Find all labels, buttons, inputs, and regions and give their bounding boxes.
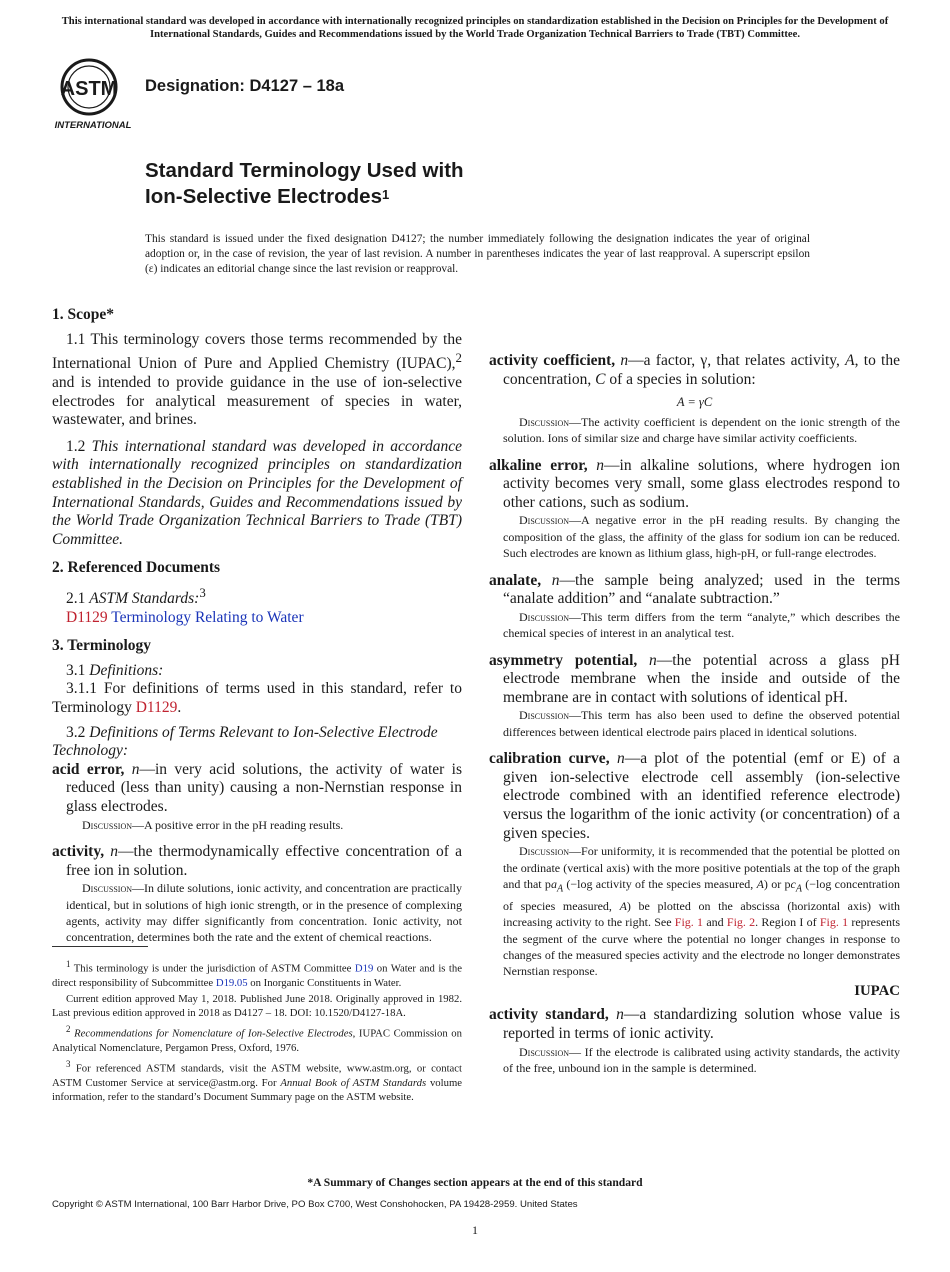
terminology-3-2-text: Definitions of Terms Relevant to Ion-Selective Electrode Technology: (52, 723, 438, 760)
discussion-activity-text: —In dilute solutions, ionic activity, and concentration are practically identical, but in solutions of high ionic strength, or in the presence of complexing agents, activity may differ significantly from concentration. Ionic activity, not concentration, determines both the rate and the extent of chemical reactions. (66, 881, 462, 945)
terminology-3-1-1-text: 3.1.1 For definitions of terms used in this standard, refer to Terminology (52, 680, 462, 716)
footnote-3-text: For referenced ASTM standards, visit the ASTM website, www.astm.org, or contact ASTM Customer Service at service@astm.org. For (52, 1062, 462, 1090)
scope-1-1-text: 1.1 This terminology covers those terms recommended by the International Union of Pure and Applied Chemistry (IUPAC), (52, 330, 462, 373)
discussion-calibration-text-g: represents the segment of the curve where the potential no longer changes in response to changes of the measured species activity and the electrode no longer demonstrates Nernstian response. (503, 915, 900, 979)
scope-1-2-num: 1.2 (66, 437, 92, 455)
discussion-activity-standard (489, 1044, 900, 1077)
link-d1129-title[interactable]: Terminology Relating to Water (107, 608, 304, 626)
term-calibration-curve (489, 750, 900, 843)
footnote-1 (52, 957, 462, 990)
symbol-sub-a: A (556, 883, 564, 895)
term-alkaline-error (489, 457, 900, 513)
symbol-a1: A (756, 876, 764, 891)
footnote-3-text-b: volume information, refer to the standard’s Document Summary page on the ASTM website. (52, 1077, 462, 1104)
designation: Designation: D4127 – 18a (145, 77, 344, 95)
discussion-activity-coefficient (489, 414, 900, 447)
term-activity-standard-def: —a standardizing solution whose value is reported in terms of ionic activity. (503, 1006, 901, 1042)
standards-notice: This international standard was developed in accordance with internationally recognized principles on standardization established in the Decision on Principles for the Development of International Standards, Guides and Recommendations issued by the World Trade Organization Technical Barriers to Trade (TBT) Committee. (61, 16, 889, 40)
title-footnote-ref[interactable]: 1 (381, 187, 390, 202)
terminology-3-2-num: 3.2 (66, 723, 90, 741)
term-acid-error-pos: n (131, 760, 140, 778)
term-activity-pos: n (110, 842, 119, 860)
symbol-a: A (845, 352, 855, 369)
title-line-1: Standard Terminology Used with (145, 159, 464, 182)
discussion-analate (489, 609, 900, 642)
footnote-divider (52, 946, 148, 947)
term-calibration-curve-def: —a plot of the potential (emf or E) of a given ion-selective electrode cell assembly (ion-selective electrode combined with an identified reference electrode) versus the logarithm of the ionic activity (or concentration) of a given species. (503, 750, 901, 842)
scope-1-1 (52, 331, 462, 430)
discussion-calibration-text-d: (−log concentration of species measured, (503, 876, 900, 913)
term-analate-def: —the sample being analyzed; used in the terms “analate addition” and “analate subtraction.” (503, 571, 901, 608)
symbol-c: C (595, 370, 606, 388)
discussion-label: Discussion (82, 817, 133, 832)
page-title (145, 158, 464, 210)
footnote-ref-3[interactable]: 3 (199, 584, 206, 600)
footnote-3-mark: 3 (66, 1059, 71, 1070)
term-calibration-curve-label: calibration curve, (489, 750, 610, 768)
term-asymmetry-potential-pos: n (649, 651, 657, 669)
referenced-2-1-num: 2.1 (66, 590, 90, 608)
footnote-3-italic: Annual Book of ASTM Standards (280, 1077, 427, 1090)
discussion-calibration-text-e: ) be plotted on the abscissa (horizontal axis) with increasing activity to the right. See (503, 898, 900, 930)
copyright: Copyright © ASTM International, 100 Barr Harbor Drive, PO Box C700, West Conshohocken, PA 19428-2959. United States (52, 1199, 578, 1210)
term-analate (489, 572, 900, 609)
discussion-acid-error (52, 817, 462, 833)
footnote-3 (52, 1057, 462, 1104)
scope-1-2 (52, 438, 462, 550)
discussion-asymmetry-potential (489, 707, 900, 740)
term-analate-label: analate, (489, 571, 542, 589)
term-activity-def: —the thermodynamically effective concentration of a free ion in solution. (66, 842, 462, 879)
link-fig-2[interactable]: Fig. 2 (726, 915, 756, 930)
scope-1-2-text: This international standard was developed in accordance with internationally recognized principles on standardization established in the Decision on Principles for the Development of International Standards, Guides and Recommendations issued by the World Trade Organization Technical Barriers to Trade (TBT) Committee. (52, 437, 462, 548)
discussion-label: Discussion (519, 708, 570, 723)
term-activity-coefficient-label: activity coefficient, (489, 352, 616, 369)
discussion-label: Discussion (82, 881, 133, 896)
discussion-activity-coefficient-text: —The activity coefficient is dependent on the ionic strength of the solution. Ions of similar size and charge have similar activity coefficients. (503, 414, 900, 446)
equation-activity: A = γC (676, 395, 713, 410)
footnote-1-edition: Current edition approved May 1, 2018. Published June 2018. Originally approved in 1982. Last previous edition approved in 2018 as D4127 – 18. DOI: 10.1520/D4127-18A. (52, 992, 462, 1020)
term-activity-standard (489, 1006, 900, 1043)
term-activity-coefficient-def-b: , to the concentration, (503, 352, 900, 388)
logo-subtext: INTERNATIONAL (54, 120, 132, 131)
symbol-a2: A (619, 898, 627, 913)
symbol-pa: a (550, 876, 557, 891)
terminology-3-2 (52, 724, 462, 761)
page-number: 1 (472, 1223, 478, 1237)
term-acid-error-def: —in very acid solutions, the activity of water is reduced (less than unity) causing a non-Nernstian response in glass electrodes. (66, 760, 463, 815)
discussion-activity (52, 880, 462, 945)
link-subcommittee-d19-05[interactable]: D19.05 (215, 976, 248, 989)
term-activity-coefficient (489, 352, 900, 389)
left-column (52, 306, 463, 945)
summary-of-changes-note: *A Summary of Changes section appears at the end of this standard (307, 1176, 643, 1189)
term-analate-pos: n (551, 571, 560, 589)
term-activity-coefficient-def: —a factor, γ, that relates activity, (628, 352, 846, 369)
term-activity-coefficient-pos: n (620, 352, 629, 369)
terminology-3-1-num: 3.1 (66, 661, 90, 679)
scope-1-1-text-b: and is intended to provide guidance in the use of ion-selective electrodes for analytical measurement of species in water, wastewater, and brines. (52, 373, 462, 429)
link-fig-1-region[interactable]: Fig. 1 (819, 915, 849, 930)
discussion-label: Discussion (519, 513, 570, 528)
discussion-asymmetry-potential-text: —This term has also been used to define the observed potential differences between identical electrode pairs placed in identical solutions. (503, 708, 900, 739)
footnote-2-text: , IUPAC Commission on Analytical Nomenclature, Pergamon Press, Oxford, 1976. (52, 1027, 462, 1055)
discussion-acid-error-text: —A positive error in the pH reading results. (132, 817, 344, 832)
title-line-2 (145, 184, 464, 210)
link-fig-1[interactable]: Fig. 1 (674, 915, 704, 930)
discussion-label: Discussion (519, 1044, 570, 1059)
referenced-doc-d1129 (52, 609, 462, 628)
footnote-1-text-c: on Inorganic Constituents in Water. (247, 976, 402, 989)
source-iupac: IUPAC (854, 982, 900, 999)
term-activity-standard-label: activity standard, (489, 1006, 609, 1024)
symbol-pc: c (790, 876, 796, 891)
discussion-calibration-text: —For uniformity, it is recommended that the potential be plotted on the ordinate (vertical axis) with the more positive potentials at the top of the graph and that p (503, 844, 900, 891)
symbol-sub-a2: A (795, 883, 802, 895)
footnote-1-text: This terminology is under the jurisdiction of ASTM Committee (70, 962, 355, 975)
discussion-calibration-and: and (703, 915, 727, 930)
term-activity-coefficient-def-c: of a species in solution: (605, 370, 756, 388)
discussion-label: Discussion (519, 609, 570, 624)
terminology-3-1 (52, 662, 462, 681)
footnotes (52, 957, 462, 1107)
terminology-3-1-1-end: . (177, 699, 182, 716)
terminology-3-1-text: Definitions: (89, 661, 164, 679)
footnote-2-title: Recommendations for Nomenclature of Ion-Selective Electrodes (74, 1027, 353, 1040)
referenced-2-1-text: ASTM Standards: (89, 590, 200, 608)
terminology-3-1-1 (52, 680, 462, 717)
footnote-2 (52, 1022, 462, 1055)
discussion-activity-standard-text: — If the electrode is calibrated using activity standards, the activity of the free, unbound ion in the sample is determined. (503, 1044, 900, 1075)
discussion-label: Discussion (519, 844, 570, 859)
term-acid-error (52, 761, 462, 817)
right-column (489, 308, 900, 1076)
footnote-1-text-b: on Water and is the direct responsibility of Subcommittee (52, 962, 462, 989)
term-alkaline-error-def: —in alkaline solutions, where hydrogen ion activity becomes very small, some glass electrodes respond to other cations, such as sodium. (503, 456, 901, 511)
term-alkaline-error-pos: n (596, 456, 605, 474)
footnote-2-mark: 2 (66, 1024, 71, 1035)
term-activity (52, 843, 462, 880)
link-committee-d19[interactable]: D19 (354, 962, 374, 975)
link-d1129-inline[interactable]: D1129 (135, 699, 178, 716)
logo-text: ASTM (60, 78, 118, 100)
term-calibration-curve-pos: n (616, 750, 625, 768)
discussion-alkaline-error (489, 512, 900, 561)
issue-note: This standard is issued under the fixed designation D4127; the number immediately following the designation indicates the year of original adoption or, in the case of revision, the year of last revision. A number in parentheses indicates the year of last reapproval. A superscript epsilon (ε) indicates an editorial change since the last revision or reapproval. (145, 233, 810, 275)
title-line-2-text: Ion-Selective Electrodes (145, 185, 382, 208)
discussion-analate-text: —This term differs from the term “analyte,” which describes the chemical species of interest in an analytical test. (503, 609, 900, 641)
discussion-calibration-text-f: . Region I of (755, 915, 820, 930)
section-scope-heading: 1. Scope* (52, 306, 114, 323)
section-terminology-heading: 3. Terminology (52, 637, 152, 655)
discussion-calibration-text-b: (−log activity of the species measured, (563, 876, 757, 891)
term-asymmetry-potential-label: asymmetry potential, (489, 651, 638, 669)
term-asymmetry-potential (489, 652, 900, 708)
term-acid-error-label: acid error, (52, 760, 125, 778)
discussion-calibration-text-c: ) or p (763, 876, 791, 891)
link-d1129[interactable]: D1129 (66, 608, 108, 626)
astm-logo-icon (52, 56, 134, 132)
term-alkaline-error-label: alkaline error, (489, 456, 588, 474)
discussion-calibration-curve (489, 843, 900, 980)
discussion-alkaline-error-text: —A negative error in the pH reading results. By changing the composition of the glass, the affinity of the glass for sodium ion can be reduced. Such electrodes are known as lithium glass, high-pH, or full-range electrodes. (503, 513, 900, 561)
term-activity-label: activity, (52, 842, 105, 860)
footnote-1-mark: 1 (66, 959, 71, 969)
term-asymmetry-potential-def: —the potential across a glass pH electrode membrane when the inside and outside of the membrane are in contact with solutions of identical pH. (503, 651, 900, 706)
term-activity-standard-pos: n (616, 1006, 624, 1024)
section-referenced-heading: 2. Referenced Documents (52, 559, 221, 577)
discussion-label: Discussion (519, 414, 570, 429)
referenced-2-1 (52, 584, 462, 609)
footnote-ref-2[interactable]: 2 (455, 350, 462, 366)
